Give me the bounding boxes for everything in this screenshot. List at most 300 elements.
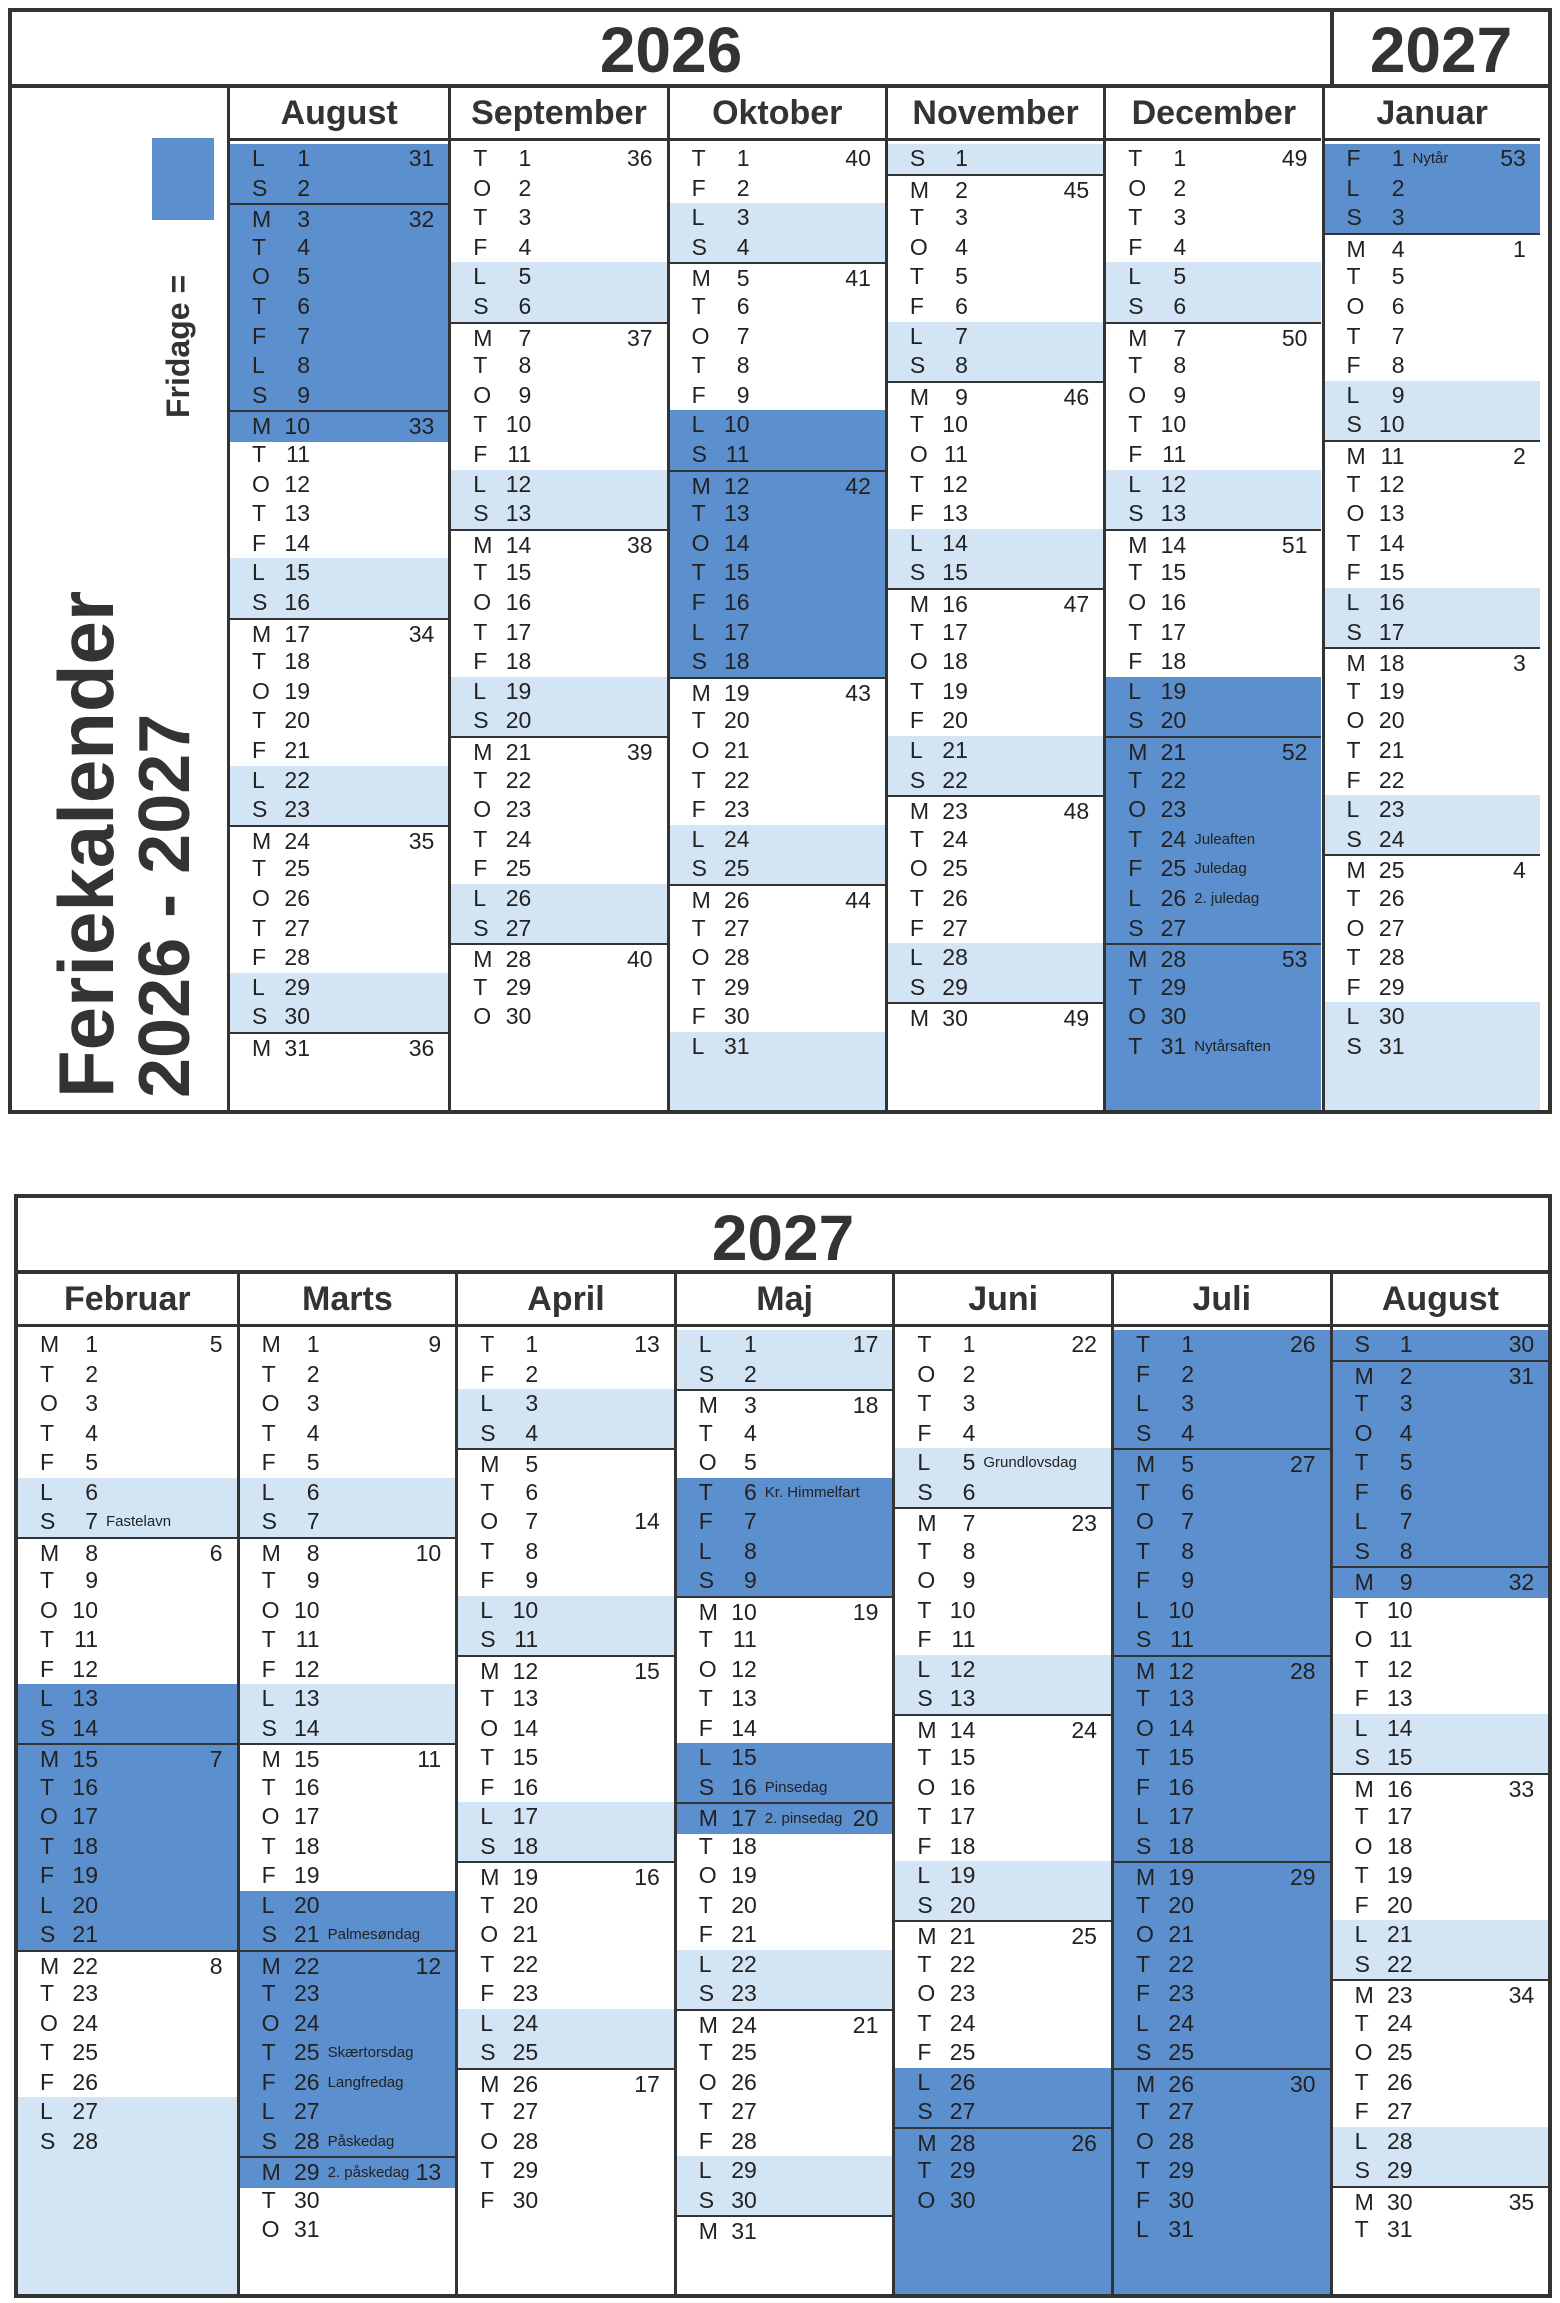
day-number: 10 [284,413,310,440]
day-row [451,884,666,914]
weekday-letter: F [691,1003,706,1030]
day-row [451,381,666,411]
weekday-letter: L [252,145,265,171]
weekday-letter: O [40,2009,58,2036]
day-row [1106,470,1321,500]
weekday-letter: M [261,1539,281,1566]
day-number: 28 [731,2127,757,2154]
day-row [451,203,666,233]
day-row [18,1655,237,1685]
day-row [451,470,666,500]
day-row [1114,1684,1330,1714]
weekday-letter: S [691,233,707,260]
day-row [240,2097,456,2127]
day-row [240,2156,456,2188]
day-row [18,1979,237,2009]
day-row [240,1537,456,1569]
day-row [1325,647,1540,679]
day-row [1325,470,1540,500]
day-number: 22 [512,1950,539,1977]
weekday-letter: O [1128,381,1147,408]
day-number: 28 [942,944,968,971]
day-number: 10 [1387,1596,1413,1623]
day-row [1325,144,1540,174]
week-number: 34 [1508,1982,1535,2008]
weekday-letter: M [1128,531,1148,558]
day-row [677,1684,893,1714]
day-number: 19 [1378,677,1405,704]
day-row [1325,499,1540,529]
day-number: 11 [1388,1626,1413,1652]
day-row [677,1360,893,1390]
day-row [458,2156,674,2186]
day-number: 22 [949,1950,976,1977]
weekday-letter: F [909,707,924,734]
day-number: 8 [736,352,750,379]
day-row [451,558,666,588]
weekday-letter: O [917,1567,936,1593]
day-row [895,1743,1111,1773]
weekday-letter: F [691,174,706,201]
day-row [451,529,666,561]
day-row [1333,1655,1549,1685]
week-number: 35 [408,827,435,854]
month-header: Marts [240,1274,456,1327]
day-row [677,1625,893,1655]
weekday-letter: S [1354,2157,1370,2183]
day-row [451,292,666,322]
day-row [458,1419,674,1449]
day-row [895,1596,1111,1626]
day-row [1106,795,1321,825]
day-number: 4 [955,233,968,260]
day-number: 3 [1399,1390,1413,1416]
day-number: 11 [725,441,750,467]
holiday-name: Langfredag [327,2073,404,2091]
day-row [895,1773,1111,1803]
weekday-letter: O [691,944,710,971]
day-row [670,973,885,1003]
day-row [670,825,885,855]
weekday-letter: T [40,1773,55,1800]
day-row [888,914,1103,944]
day-row [240,2009,456,2039]
day-number: 10 [1378,411,1405,438]
day-number: 15 [731,1744,757,1770]
day-number: 15 [1168,1744,1194,1770]
weekday-letter: M [40,1746,60,1772]
day-number: 23 [949,1980,976,2006]
weekday-letter: T [909,204,924,231]
weekday-letter: S [1354,1744,1370,1770]
weekday-letter: T [261,1360,276,1387]
weekday-letter: O [1346,293,1365,319]
weekday-letter: T [252,293,267,319]
month-header: August [230,88,448,141]
day-row [1325,825,1540,855]
day-row [1325,558,1540,588]
day-number: 10 [294,1596,320,1623]
day-number: 9 [85,1567,98,1593]
day-number: 30 [949,2186,976,2213]
weekday-letter: T [691,352,706,379]
day-number: 16 [72,1773,98,1800]
holiday-name: 2. juledag [1194,890,1260,907]
day-number: 31 [1168,2216,1194,2242]
week-number: 36 [627,145,653,171]
day-number: 10 [1168,1596,1194,1623]
day-number: 3 [518,204,532,231]
weekday-letter: M [252,827,272,854]
weekday-letter: S [261,1508,277,1534]
weekday-letter: T [480,1331,495,1357]
weekday-letter: L [40,2098,53,2124]
calendar-title-years: 2026 - 2027 [125,713,205,1098]
day-row [677,1507,893,1537]
day-row [895,1478,1111,1508]
day-row [677,1832,893,1862]
holiday-legend-swatch [152,138,214,220]
day-row [458,1950,674,1980]
day-row [18,2009,237,2039]
day-row [1114,2068,1330,2100]
day-row [677,1655,893,1685]
day-number: 28 [1168,2127,1194,2154]
day-number: 9 [525,1567,539,1593]
week-number: 34 [408,620,435,647]
day-number: 24 [724,825,750,852]
weekday-letter: S [252,381,268,408]
day-number: 13 [512,1685,539,1711]
weekday-letter: F [917,1419,932,1446]
day-row [895,1566,1111,1596]
day-number: 15 [1387,1744,1413,1770]
day-row [18,1537,237,1569]
weekday-letter: S [40,1714,56,1741]
weekday-letter: T [1128,559,1143,586]
weekday-letter: F [473,648,488,675]
day-row [888,647,1103,677]
day-number: 24 [72,2009,98,2036]
weekday-letter: F [252,944,267,971]
day-number: 7 [1181,1508,1194,1534]
day-row [895,1861,1111,1891]
weekday-letter: L [698,1744,712,1770]
weekday-letter: T [261,1567,276,1593]
day-number: 16 [505,589,532,615]
weekday-letter: L [1136,1803,1149,1829]
week-number: 29 [1290,1864,1316,1890]
weekday-letter: F [480,2186,495,2213]
day-row [18,2068,237,2098]
weekday-letter: O [909,233,928,260]
week-number: 33 [1508,1775,1535,1802]
day-row [1106,854,1321,884]
day-number: 26 [949,2068,976,2095]
day-row [895,1979,1111,2009]
day-number: 1 [1399,1331,1413,1357]
day-number: 31 [1387,2216,1413,2242]
day-number: 23 [724,796,750,823]
day-number: 5 [962,1449,976,1475]
day-row [230,410,448,442]
day-row [451,914,666,944]
week-number: 1 [1513,235,1526,262]
day-number: 27 [505,914,532,941]
day-row [458,1861,674,1893]
day-number: 30 [294,2186,320,2213]
weekday-letter: O [40,1390,58,1416]
day-number: 5 [1399,1449,1413,1475]
year-header-2026 [12,12,1330,88]
weekday-letter: M [1346,857,1366,884]
day-number: 22 [1168,1950,1194,1977]
week-number: 44 [845,887,871,913]
week-number: 47 [1063,591,1090,617]
day-row [888,677,1103,707]
week-number: 11 [417,1746,442,1772]
day-row [1114,1920,1330,1950]
month-column-december-top [1103,88,1321,1110]
day-row [451,233,666,263]
day-row [240,1419,456,1449]
day-row [240,1920,456,1950]
day-number: 6 [297,293,310,319]
day-row [1106,884,1321,914]
day-number: 20 [1168,1891,1194,1918]
day-number: 10 [724,411,750,438]
weekday-letter: M [691,472,711,499]
day-row [1333,1448,1549,1478]
day-row [458,1448,674,1480]
weekday-letter: O [1128,174,1147,201]
day-number: 3 [85,1390,98,1416]
day-number: 2 [518,174,532,201]
week-number: 17 [852,1331,879,1357]
weekday-letter: T [1128,1033,1143,1059]
weekday-letter: L [1128,470,1141,497]
day-row [240,2127,456,2157]
weekday-letter: S [1136,1832,1152,1859]
weekday-letter: F [698,1714,713,1741]
day-row [1333,1802,1549,1832]
day-row [230,647,448,677]
day-number: 23 [1168,1980,1194,2006]
day-row [888,588,1103,620]
day-row [18,1832,237,1862]
day-number: 20 [512,1891,539,1918]
weekday-letter: T [480,1950,495,1977]
week-number: 49 [1281,145,1308,171]
day-number: 13 [731,1685,757,1711]
day-row [230,351,448,381]
day-number: 19 [942,677,968,704]
day-row [670,647,885,677]
weekday-letter: S [698,1567,715,1593]
day-row [670,854,885,884]
day-number: 28 [284,944,310,971]
day-number: 21 [512,1921,539,1947]
weekday-letter: M [252,620,272,647]
day-row [240,1979,456,2009]
day-number: 11 [514,1626,539,1652]
day-row [1114,1507,1330,1537]
weekday-letter: S [1346,1033,1362,1059]
day-number: 27 [294,2098,320,2124]
day-row [1114,1832,1330,1862]
day-number: 14 [1378,529,1405,556]
year-label: 2027 [711,1202,855,1274]
day-row [1325,618,1540,648]
weekday-letter: L [261,1685,275,1711]
weekday-letter: T [252,233,267,260]
weekday-letter: T [1346,470,1361,497]
day-row [895,1330,1111,1360]
day-number: 4 [85,1419,98,1446]
day-row [677,2127,893,2157]
day-number: 13 [724,500,750,527]
week-number: 40 [845,145,871,171]
day-number: 26 [512,2070,539,2097]
weekday-letter: L [252,559,265,586]
weekday-letter: L [480,2009,493,2036]
day-number: 25 [1387,2039,1413,2065]
weekday-letter: T [1136,1950,1151,1977]
weekday-letter: M [1346,650,1366,677]
weekday-letter: T [1128,825,1143,852]
day-row [895,1419,1111,1449]
day-number: 15 [949,1744,976,1770]
day-row [240,1478,456,1508]
day-number: 30 [724,1003,750,1030]
day-number: 8 [85,1539,98,1566]
day-row [670,262,885,294]
day-number: 2 [1173,174,1187,201]
day-row [670,292,885,322]
day-number: 1 [1173,145,1187,171]
day-row [1106,292,1321,322]
weekday-letter: S [480,1419,496,1446]
day-row [18,1920,237,1950]
day-row [888,499,1103,529]
day-number: 23 [284,796,310,823]
weekday-letter: S [1346,411,1362,438]
day-number: 24 [284,827,310,854]
weekday-letter: L [1354,1508,1368,1534]
day-row [1106,351,1321,381]
day-row [888,854,1103,884]
weekday-letter: O [252,885,270,911]
day-row [18,2127,237,2157]
weekday-letter: F [698,1921,713,1947]
day-row [1114,1596,1330,1626]
day-row [888,884,1103,914]
day-number: 2 [85,1360,98,1387]
weekday-letter: O [909,648,928,675]
day-number: 12 [1378,470,1405,497]
weekday-letter: M [40,1952,60,1979]
weekday-letter: O [698,1862,717,1888]
day-row [895,2068,1111,2098]
weekday-letter: O [1136,1508,1154,1534]
day-number: 27 [942,914,968,941]
day-row [240,1596,456,1626]
day-row [240,1330,456,1360]
day-number: 17 [949,1803,976,1829]
day-row [1325,588,1540,618]
day-number: 29 [284,973,310,1000]
weekday-letter: L [698,2157,712,2183]
day-number: 27 [1160,914,1187,941]
day-number: 13 [284,500,310,527]
day-number: 24 [949,2009,976,2036]
day-number: 11 [74,1626,98,1652]
week-number: 37 [627,324,653,351]
day-number: 24 [512,2009,539,2036]
day-row [888,262,1103,292]
weekday-letter: M [1346,443,1366,469]
week-number: 17 [634,2070,660,2097]
day-row [18,1566,237,1596]
day-row [1106,825,1321,855]
weekday-letter: O [252,677,270,704]
weekday-letter: T [691,914,706,941]
day-row [677,2156,893,2186]
day-row [230,618,448,650]
day-number: 18 [1378,650,1405,677]
day-number: 2 [955,176,968,203]
weekday-letter: F [909,293,924,319]
day-number: 28 [294,2127,320,2154]
day-row [888,973,1103,1003]
day-row [1325,440,1540,472]
day-row [1114,1743,1330,1773]
weekday-letter: S [480,1626,496,1652]
day-number: 17 [1160,618,1187,645]
week-number: 15 [634,1657,660,1684]
day-number: 3 [297,206,310,233]
weekday-letter: O [1346,500,1365,527]
day-row [1325,233,1540,265]
day-number: 13 [294,1685,320,1711]
week-number: 7 [209,1746,223,1772]
weekday-letter: T [252,914,267,941]
weekday-letter: T [909,470,924,497]
day-number: 29 [949,2157,976,2183]
day-number: 20 [942,707,968,734]
day-row [895,2097,1111,2127]
weekday-letter: L [909,944,923,971]
weekday-letter: M [1354,1775,1374,1802]
day-row [895,1802,1111,1832]
day-number: 18 [942,648,968,675]
day-number: 28 [505,946,532,973]
weekday-letter: L [40,1685,53,1711]
day-number: 17 [284,620,310,647]
day-row [1106,973,1321,1003]
day-number: 1 [736,145,750,171]
weekday-letter: F [1354,1478,1369,1505]
day-number: 1 [955,145,968,171]
day-number: 8 [1399,1537,1413,1564]
day-row [1114,1478,1330,1508]
day-number: 12 [949,1655,976,1682]
day-row [1325,973,1540,1003]
day-number: 5 [1173,263,1187,290]
day-number: 13 [1160,500,1187,527]
day-row [1106,558,1321,588]
day-number: 3 [955,204,968,231]
